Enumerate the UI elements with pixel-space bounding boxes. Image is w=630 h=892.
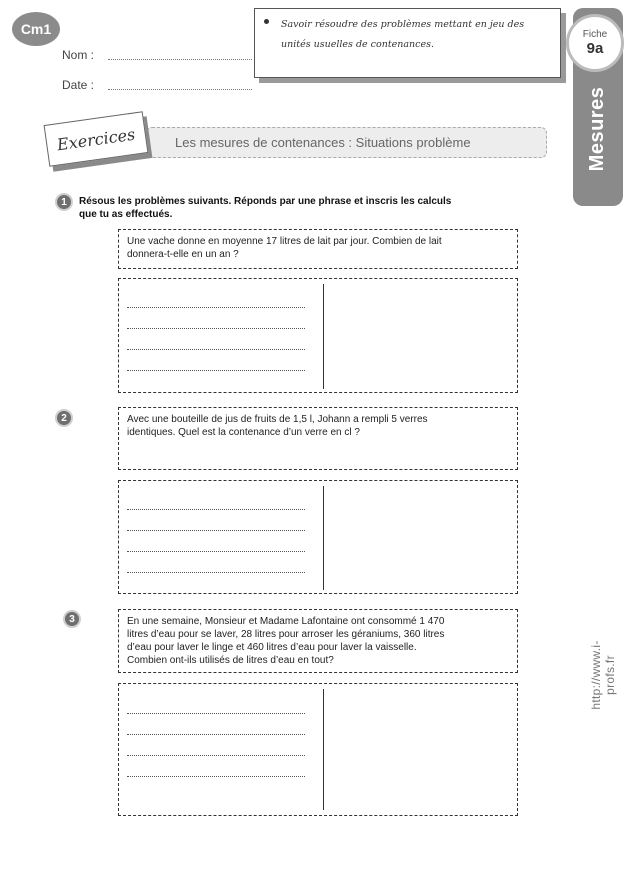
answer-line[interactable] — [127, 509, 305, 510]
bullet-icon — [264, 19, 269, 24]
objective-box: Savoir résoudre des problèmes mettant en jeu des unités usuelles de contenances. — [254, 8, 561, 78]
date-field[interactable] — [108, 89, 252, 90]
answer-line[interactable] — [127, 370, 305, 371]
answer-line[interactable] — [127, 307, 305, 308]
subject-label: Mesures — [586, 86, 608, 172]
name-label: Nom : — [62, 48, 95, 62]
answer-divider — [323, 689, 324, 810]
section-tag: Exercices — [44, 111, 149, 167]
answer-box[interactable] — [118, 683, 518, 816]
fiche-label: Fiche — [582, 29, 608, 40]
problem-box — [118, 229, 518, 269]
answer-box[interactable] — [118, 480, 518, 594]
problem-box — [118, 609, 518, 673]
fiche-badge — [566, 14, 624, 72]
instruction-line-1: Résous les problèmes suivants. Réponds par une phrase et inscris les calculs — [79, 196, 452, 207]
problem-box — [118, 407, 518, 470]
date-label: Date : — [62, 78, 95, 92]
problem-text-line: En une semaine, Monsieur et Madame Lafontaine ont consommé 1 470 — [127, 616, 445, 627]
answer-line[interactable] — [127, 713, 305, 714]
answer-box[interactable] — [118, 278, 518, 393]
answer-divider — [323, 284, 324, 389]
problem-text-line: donnera-t-elle en un an ? — [127, 249, 239, 260]
answer-divider — [323, 486, 324, 590]
problem-text-line: litres d’eau pour se laver, 28 litres pour arroser les géraniums, 360 litres — [127, 629, 445, 640]
section-title: Les mesures de contenances : Situations problème — [175, 135, 471, 150]
problem-number: 3 — [63, 610, 81, 628]
fiche-number: 9a — [586, 40, 604, 57]
answer-line[interactable] — [127, 328, 305, 329]
answer-line[interactable] — [127, 530, 305, 531]
answer-line[interactable] — [127, 572, 305, 573]
answer-line[interactable] — [127, 755, 305, 756]
problem-text-line: Combien ont-ils utilisés de litres d’eau en tout? — [127, 655, 334, 666]
answer-line[interactable] — [127, 734, 305, 735]
answer-line[interactable] — [127, 551, 305, 552]
answer-line[interactable] — [127, 776, 305, 777]
website-url: http://www.i-profs.fr — [589, 640, 617, 710]
level-badge: Cm1 — [12, 12, 60, 46]
problem-text-line: d’eau pour laver le linge et 460 litres d’eau pour laver la vaisselle. — [127, 642, 417, 653]
problem-text-line: identiques. Quel est la contenance d’un verre en cl ? — [127, 427, 360, 438]
section-banner — [146, 127, 547, 158]
answer-line[interactable] — [127, 349, 305, 350]
name-field[interactable] — [108, 59, 252, 60]
problem-text-line: Avec une bouteille de jus de fruits de 1,5 l, Johann a rempli 5 verres — [127, 414, 428, 425]
problem-number: 2 — [55, 409, 73, 427]
problem-text-line: Une vache donne en moyenne 17 litres de lait par jour. Combien de lait — [127, 236, 442, 247]
exercise-number: 1 — [55, 193, 73, 211]
instruction-line-2: que tu as effectués. — [79, 209, 173, 220]
